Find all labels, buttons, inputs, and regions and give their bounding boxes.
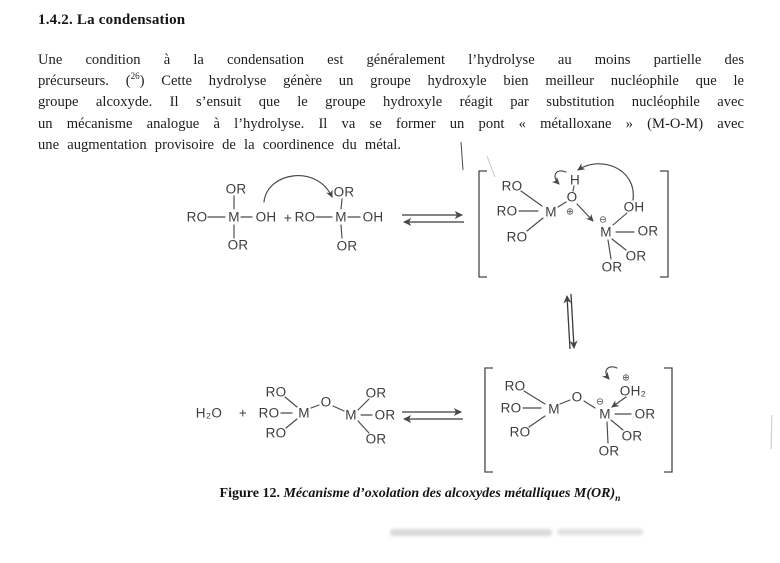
reactant-molecule-2 bbox=[295, 185, 384, 254]
minus-charge: ⊖ bbox=[596, 396, 604, 408]
paragraph-line: Une condition à la condensation est généralement l’hydrolyse au moins partielle des bbox=[38, 52, 744, 68]
section-heading: 1.4.2. La condensation bbox=[38, 12, 186, 28]
reactant-molecule-1 bbox=[187, 182, 277, 253]
chem-label-m: M bbox=[599, 406, 611, 422]
nucleophilic-attack-arrow bbox=[577, 204, 593, 221]
chem-label-or: OR bbox=[601, 259, 623, 275]
pen-mark bbox=[461, 142, 463, 170]
chem-label-o: O bbox=[320, 394, 332, 410]
chem-label-or: OR bbox=[621, 428, 643, 444]
chem-label-m: M bbox=[548, 401, 560, 417]
chem-label-m: M bbox=[545, 204, 557, 220]
chem-label-or: OR bbox=[333, 184, 355, 200]
chem-label-oh: OH bbox=[362, 209, 384, 225]
pen-mark bbox=[487, 156, 495, 177]
chem-label-m: M bbox=[345, 407, 357, 423]
equilibrium-arrow bbox=[402, 412, 463, 419]
figure-caption bbox=[120, 486, 720, 504]
intermediate-1 bbox=[479, 164, 668, 277]
chem-label-or: OR bbox=[374, 407, 396, 423]
chem-label-ro: RO bbox=[504, 378, 526, 394]
scan-artifact-line bbox=[771, 415, 772, 449]
paragraph-text: ) Cette hydrolyse génère un groupe hydroxyle bien meilleur nucléophile que le bbox=[139, 73, 744, 90]
chem-label-m: M bbox=[228, 209, 240, 225]
left-bracket bbox=[479, 171, 487, 277]
chem-label-or: OR bbox=[365, 385, 387, 401]
right-bracket bbox=[664, 368, 672, 472]
curved-attack-arrow bbox=[264, 176, 332, 202]
chem-label-or: OR bbox=[365, 431, 387, 447]
chem-label-or: OR bbox=[227, 237, 249, 253]
oxo-bridged-product bbox=[259, 385, 396, 447]
chem-label-or: OR bbox=[625, 248, 647, 264]
proton-transfer-arc-arrow bbox=[578, 164, 633, 200]
chem-label-ro: RO bbox=[506, 229, 528, 245]
plus-sign: + bbox=[283, 210, 293, 226]
left-bracket bbox=[485, 368, 493, 472]
chem-label-ro: RO bbox=[265, 425, 287, 441]
chem-label-or: OR bbox=[598, 443, 620, 459]
chem-label-or: OR bbox=[637, 223, 659, 239]
intermediate-2 bbox=[485, 367, 672, 472]
chem-label-ro: RO bbox=[258, 405, 280, 421]
chem-label-ro: RO bbox=[496, 203, 518, 219]
chem-label-or: OR bbox=[225, 181, 247, 197]
chem-label-ro: RO bbox=[500, 400, 522, 416]
scan-smudge bbox=[557, 529, 643, 535]
plus-sign: + bbox=[238, 405, 248, 421]
chem-label-ro: RO bbox=[501, 178, 523, 194]
leaving-group-arrow bbox=[612, 397, 626, 407]
chem-label-ro: RO bbox=[509, 424, 531, 440]
water-label: H₂O bbox=[195, 405, 223, 421]
chem-label-or: OR bbox=[634, 406, 656, 422]
paragraph-text: précurseurs. ( bbox=[38, 73, 131, 90]
plus-charge: ⊕ bbox=[622, 372, 630, 384]
paragraph-line: une augmentation provisoire de la coordinence du métal. bbox=[38, 136, 401, 153]
paragraph-line: un mécanisme analogue à l’hydrolyse. Il va se former un pont « métalloxane » (M-O-M) avec bbox=[38, 115, 744, 132]
chem-label-ro: RO bbox=[186, 209, 208, 225]
electron-curl-arrow bbox=[606, 367, 617, 379]
chem-label-m: M bbox=[600, 224, 612, 240]
chem-label-o: O bbox=[571, 389, 583, 405]
figure-caption-subscript: n bbox=[615, 493, 621, 504]
chem-label-m: M bbox=[335, 209, 347, 225]
chem-label-m: M bbox=[298, 405, 310, 421]
chem-label-ro: RO bbox=[294, 209, 316, 225]
plus-charge: ⊕ bbox=[566, 206, 574, 218]
chem-label-oh: OH bbox=[255, 209, 277, 225]
electron-curl-arrow bbox=[555, 171, 566, 184]
right-bracket bbox=[660, 171, 668, 277]
chem-label-h: H bbox=[569, 172, 581, 188]
scan-smudge bbox=[390, 529, 552, 536]
aquo-ligand-label: OH₂ bbox=[619, 383, 647, 399]
chem-label-o: O bbox=[566, 189, 578, 205]
equilibrium-arrow bbox=[402, 215, 464, 222]
paragraph-line: groupe alcoxyde. Il s’ensuit que le groupe hydroxyle réagit par substitution nucléophile avec bbox=[38, 94, 744, 111]
chem-label-oh: OH bbox=[623, 199, 645, 215]
reaction-scheme-figure bbox=[0, 140, 780, 480]
paragraph-line bbox=[38, 71, 744, 92]
figure-caption-label: Figure 12. bbox=[219, 486, 280, 501]
minus-charge: ⊖ bbox=[599, 214, 607, 226]
chem-label-ro: RO bbox=[265, 384, 287, 400]
footnote-reference: 26 bbox=[130, 71, 140, 82]
vertical-equilibrium-arrow bbox=[567, 294, 574, 349]
figure-caption-title: Mécanisme d’oxolation des alcoxydes métalliques M(OR) bbox=[279, 486, 616, 501]
chem-label-or: OR bbox=[336, 238, 358, 254]
